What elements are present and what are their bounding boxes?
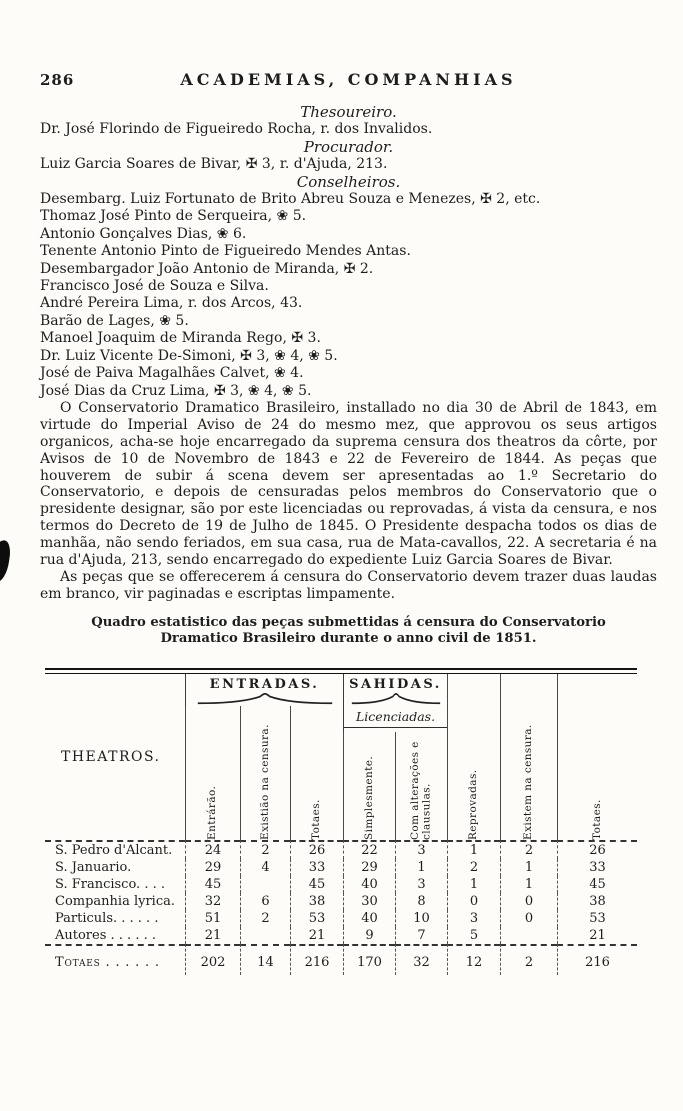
row-label: S. Januario. [55,859,132,875]
row-label: S. Francisco. . . . [55,876,165,892]
brace-icon [195,693,335,705]
cell: 32 [185,893,240,910]
cell: 3 [447,910,500,927]
cell: 40 [343,876,395,893]
table-title-line1: Quadro estatistico das peças submettidas á censura do Conservatorio [91,614,606,630]
col-header-com-alteracoes: Com alterações e clausulas. [395,732,447,840]
cell [500,927,557,944]
cell: 38 [557,893,637,910]
officer-line: Desembarg. Luiz Fortunato de Brito Abreu Souza e Menezes, ✠ 2, etc. [40,191,541,208]
row-label: S. Pedro d'Alcant. [45,840,185,859]
cell: 7 [395,927,447,944]
page-header-title: ACADEMIAS, COMPANHIAS [180,70,517,89]
officer-line: Manoel Joaquim de Miranda Rego, ✠ 3. [40,330,321,347]
cell: 30 [343,893,395,910]
col-header-simplesmente: Simplesmente. [343,732,395,840]
officer-line: Thomaz José Pinto de Serqueira, ❀ 5. [40,208,307,225]
cell: 53 [557,910,637,927]
cell: 1 [500,876,557,893]
officer-line: Antonio Gonçalves Dias, ❀ 6. [40,225,247,242]
cell: 26 [557,840,637,859]
cell [240,927,290,944]
paragraph-conservatorio: O Conservatorio Dramatico Brasileiro, installado no dia 30 de Abril de 1843, em virtude do Imperial Aviso de 24 do mesmo mez, que approvou os seus artigos organicos, acha-se hoje encarregado da suprema censura dos theatros da côrte, por Avisos de 10 de Novembro de 1843 e 22 de Fevereiro de 1844. As peças que houverem de subir á scena devem ser apresentadas ao 1.º Secretario do Conservatorio, e depois de censuradas pelos membros do Conservatorio que o presidente designar, são por este licenciadas ou reprovadas, á vista da censura, e nos termos do Decreto de 19 de Julho de 1845. O Presidente despacha todos os dias de manhãa, não sendo feriados, em sua casa, rua de Mata-cavallos, 22. A secretaria é na rua d'Ajuda, 213, sendo encarregado do expediente Luiz Garcia Soares de Bivar. [40,399,657,569]
cell: 21 [290,927,343,944]
cell: 33 [557,859,637,876]
page-number: 286 [40,71,75,89]
cell: 1 [447,840,500,859]
cell: 4 [240,859,290,876]
cell: 0 [500,910,557,927]
row-label: Particuls. . . . . . [55,910,159,926]
running-header [40,70,657,90]
cell: 3 [395,840,447,859]
officer-line: José Dias da Cruz Lima, ✠ 3, ❀ 4, ❀ 5. [40,382,312,399]
totals-cell: 216 [290,944,343,975]
cell: 1 [395,859,447,876]
cell: 2 [240,840,290,859]
table-title [40,615,657,648]
cell: 29 [343,859,395,876]
statistics-table [45,674,637,975]
cell: 2 [240,910,290,927]
procurador-line: Luiz Garcia Soares de Bivar, ✠ 3, r. d'Ajuda, 213. [40,156,388,173]
section-heading-thesoureiro: Thesoureiro. [300,103,397,121]
row-label: Companhia lyrica. [55,893,175,909]
officer-line: André Pereira Lima, r. dos Arcos, 43. [40,295,303,312]
paragraph-pecas: As peças que se offerecerem á censura do Conservatorio devem trazer duas laudas em branco, vir paginadas e escriptas limpamente. [40,568,657,602]
cell: 29 [185,859,240,876]
cell: 2 [447,859,500,876]
cell: 22 [343,840,395,859]
cell: 6 [240,893,290,910]
cell: 45 [290,876,343,893]
subgroup-header-licenciadas: Licenciadas. [343,706,447,732]
cell: 2 [500,840,557,859]
cell: 3 [395,876,447,893]
officer-line: Desembargador João Antonio de Miranda, ✠ 2. [40,260,374,277]
cell: 53 [290,910,343,927]
col-header-theatros: THEATROS. [61,748,161,765]
cell [240,876,290,893]
totals-cell: 202 [185,944,240,975]
section-heading-procurador: Procurador. [303,137,394,156]
cell: 21 [185,927,240,944]
totals-cell: 12 [447,944,500,975]
cell: 1 [500,859,557,876]
totals-cell: 32 [395,944,447,975]
cell: 10 [395,910,447,927]
cell: 9 [343,927,395,944]
cell: 1 [447,876,500,893]
totals-cell: 2 [500,944,557,975]
officer-line: Francisco José de Souza e Silva. [40,278,269,295]
cell: 5 [447,927,500,944]
col-header-existem-na-censura: Existem na censura. [500,674,557,840]
brace-icon [350,693,442,705]
col-header-totaes-entradas: Totaes. [290,706,343,840]
cell: 38 [290,893,343,910]
officer-line: Barão de Lages, ❀ 5. [40,312,189,329]
officer-line: Tenente Antonio Pinto de Figueiredo Mendes Antas. [40,243,411,260]
officer-line: José de Paiva Magalhães Calvet, ❀ 4. [40,365,304,382]
cell: 40 [343,910,395,927]
officer-line: Dr. Luiz Vicente De-Simoni, ✠ 3, ❀ 4, ❀ 5. [40,347,338,364]
cell: 45 [185,876,240,893]
totals-cell: 14 [240,944,290,975]
group-header-entradas: ENTRADAS. [185,674,343,706]
totals-label: Totaes . . . . . . [45,944,185,975]
col-header-reprovadas: Reprovadas. [447,674,500,840]
section-heading-conselheiros: Conselheiros. [296,172,401,191]
col-header-entraram: Entrárão. [185,706,240,840]
cell: 26 [290,840,343,859]
cell: 45 [557,876,637,893]
thesoureiro-line: Dr. José Florindo de Figueiredo Rocha, r. dos Invalidos. [40,121,433,138]
cell: 33 [290,859,343,876]
group-header-sahidas: SAHIDAS. [343,674,447,706]
cell: 0 [500,893,557,910]
totals-cell: 216 [557,944,637,975]
col-header-totaes-sahidas: Totaes. [557,674,637,840]
cell: 8 [395,893,447,910]
row-label: Autores . . . . . . [55,927,156,943]
table-title-line2: Dramatico Brasileiro durante o anno civil de 1851. [160,631,537,647]
cell: 21 [557,927,637,944]
cell: 51 [185,910,240,927]
cell: 24 [185,840,240,859]
totals-cell: 170 [343,944,395,975]
col-header-existiao-na-censura: Existião na censura. [240,706,290,840]
cell: 0 [447,893,500,910]
